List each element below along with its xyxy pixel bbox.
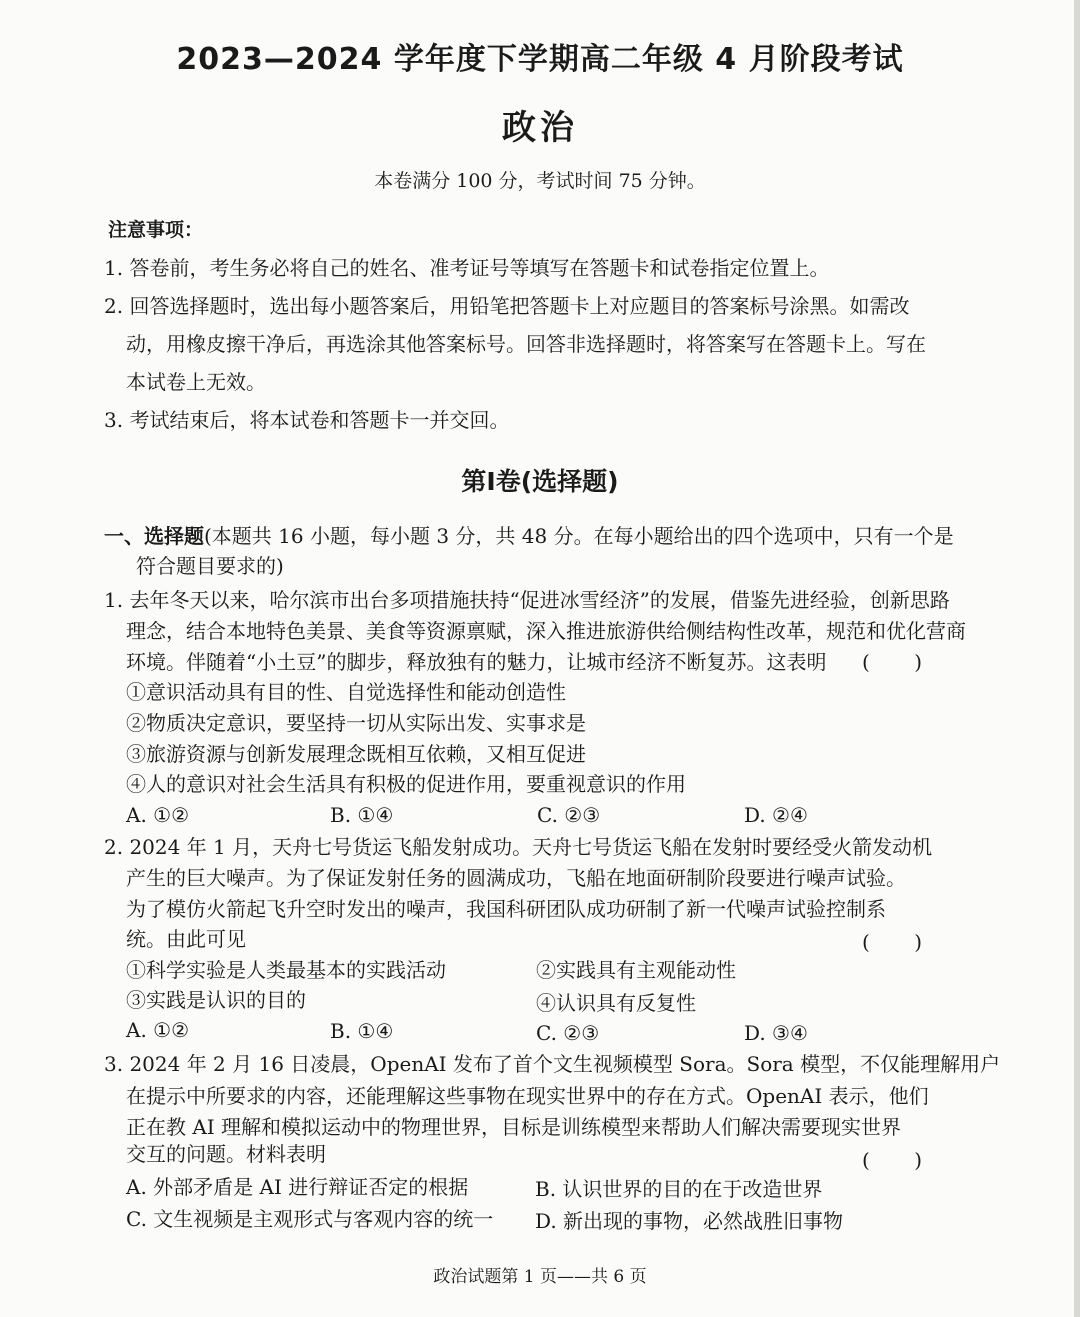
option-a: A. 外部矛盾是 AI 进行辩证否定的根据 [126,1175,469,1199]
question-2-stem: 产生的巨大噪声。为了保证发射任务的圆满成功，飞船在地面研制阶段要进行噪声试验。 [126,866,906,890]
question-3-stem: 在提示中所要求的内容，还能理解这些事物在现实世界中的存在方式。OpenAI 表示，他们 [126,1084,929,1108]
exam-info: 本卷满分 100 分，考试时间 75 分钟。 [374,170,706,192]
statement: ①科学实验是人类最基本的实践活动 [126,958,446,982]
page-footer: 政治试题第 1 页——共 6 页 [433,1267,647,1287]
section-title: 第Ⅰ卷(选择题) [461,467,619,496]
statement: ①意识活动具有目的性、自觉选择性和能动创造性 [126,680,566,704]
notes-heading: 注意事项： [108,219,204,241]
question-3-stem: 正在教 AI 理解和模拟运动中的物理世界，目标是训练模型来帮助人们解决需要现实世界 [126,1115,902,1139]
subject-title: 政治 [502,108,578,148]
answer-bracket: ( ) [862,650,923,674]
option-d: D. ②④ [744,803,808,827]
note-line: 本试卷上无效。 [126,370,266,394]
option-a: A. ①② [126,1018,190,1042]
page-edge-shadow [1074,0,1080,1317]
option-d: D. ③④ [744,1021,808,1045]
part-label: 一、选择题 [104,524,204,548]
option-b: B. ①④ [330,1019,394,1043]
option-b: B. 认识世界的目的在于改造世界 [535,1177,823,1201]
note-line: 2. 回答选择题时，选出每小题答案后，用铅笔把答题卡上对应题目的答案标号涂黑。如需改 [104,294,910,318]
option-c: C. 文生视频是主观形式与客观内容的统一 [126,1207,494,1231]
statement: ③旅游资源与创新发展理念既相互依赖，又相互促进 [126,742,586,766]
question-3-stem: 3. 2024 年 2 月 16 日凌晨，OpenAI 发布了首个文生视频模型 Sora。Sora 模型，不仅能理解用户 [104,1052,1001,1076]
question-1-stem: 理念，结合本地特色美景、美食等资源禀赋，深入推进旅游供给侧结构性改革，规范和优化营商 [126,619,966,643]
statement: ④人的意识对社会生活具有积极的促进作用，要重视意识的作用 [126,772,686,796]
question-3-stem: 交互的问题。材料表明 [126,1142,326,1166]
answer-bracket: ( ) [862,930,923,954]
part-line-2: 符合题目要求的) [136,554,284,578]
part-instructions [104,522,954,550]
part-line-1: (本题共 16 小题，每小题 3 分，共 48 分。在每小题给出的四个选项中，只有一个是 [204,524,954,548]
statement: ②实践具有主观能动性 [536,958,736,982]
question-2-stem: 为了模仿火箭起飞升空时发出的噪声，我国科研团队成功研制了新一代噪声试验控制系 [126,897,886,921]
note-line: 3. 考试结束后，将本试卷和答题卡一并交回。 [104,408,510,432]
statement: ③实践是认识的目的 [126,988,306,1012]
statement: ②物质决定意识，要坚持一切从实际出发、实事求是 [126,711,586,735]
option-b: B. ①④ [330,803,394,827]
option-c: C. ②③ [536,1021,600,1045]
question-2-stem: 2. 2024 年 1 月，天舟七号货运飞船发射成功。天舟七号货运飞船在发射时要经受火箭发动机 [104,835,933,859]
exam-title: 2023—2024 学年度下学期高二年级 4 月阶段考试 [176,42,904,77]
answer-bracket: ( ) [862,1148,923,1172]
note-line: 1. 答卷前，考生务必将自己的姓名、准考证号等填写在答题卡和试卷指定位置上。 [104,256,830,280]
question-1-stem: 1. 去年冬天以来，哈尔滨市出台多项措施扶持“促进冰雪经济”的发展，借鉴先进经验，创新思路 [104,588,950,612]
statement: ④认识具有反复性 [536,991,696,1015]
question-1-stem: 环境。伴随着“小土豆”的脚步，释放独有的魅力，让城市经济不断复苏。这表明 [126,650,827,674]
option-a: A. ①② [126,803,190,827]
question-2-stem: 统。由此可见 [126,927,246,951]
note-line: 动，用橡皮擦干净后，再选涂其他答案标号。回答非选择题时，将答案写在答题卡上。写在 [126,332,926,356]
option-c: C. ②③ [537,803,601,827]
option-d: D. 新出现的事物，必然战胜旧事物 [535,1209,844,1233]
